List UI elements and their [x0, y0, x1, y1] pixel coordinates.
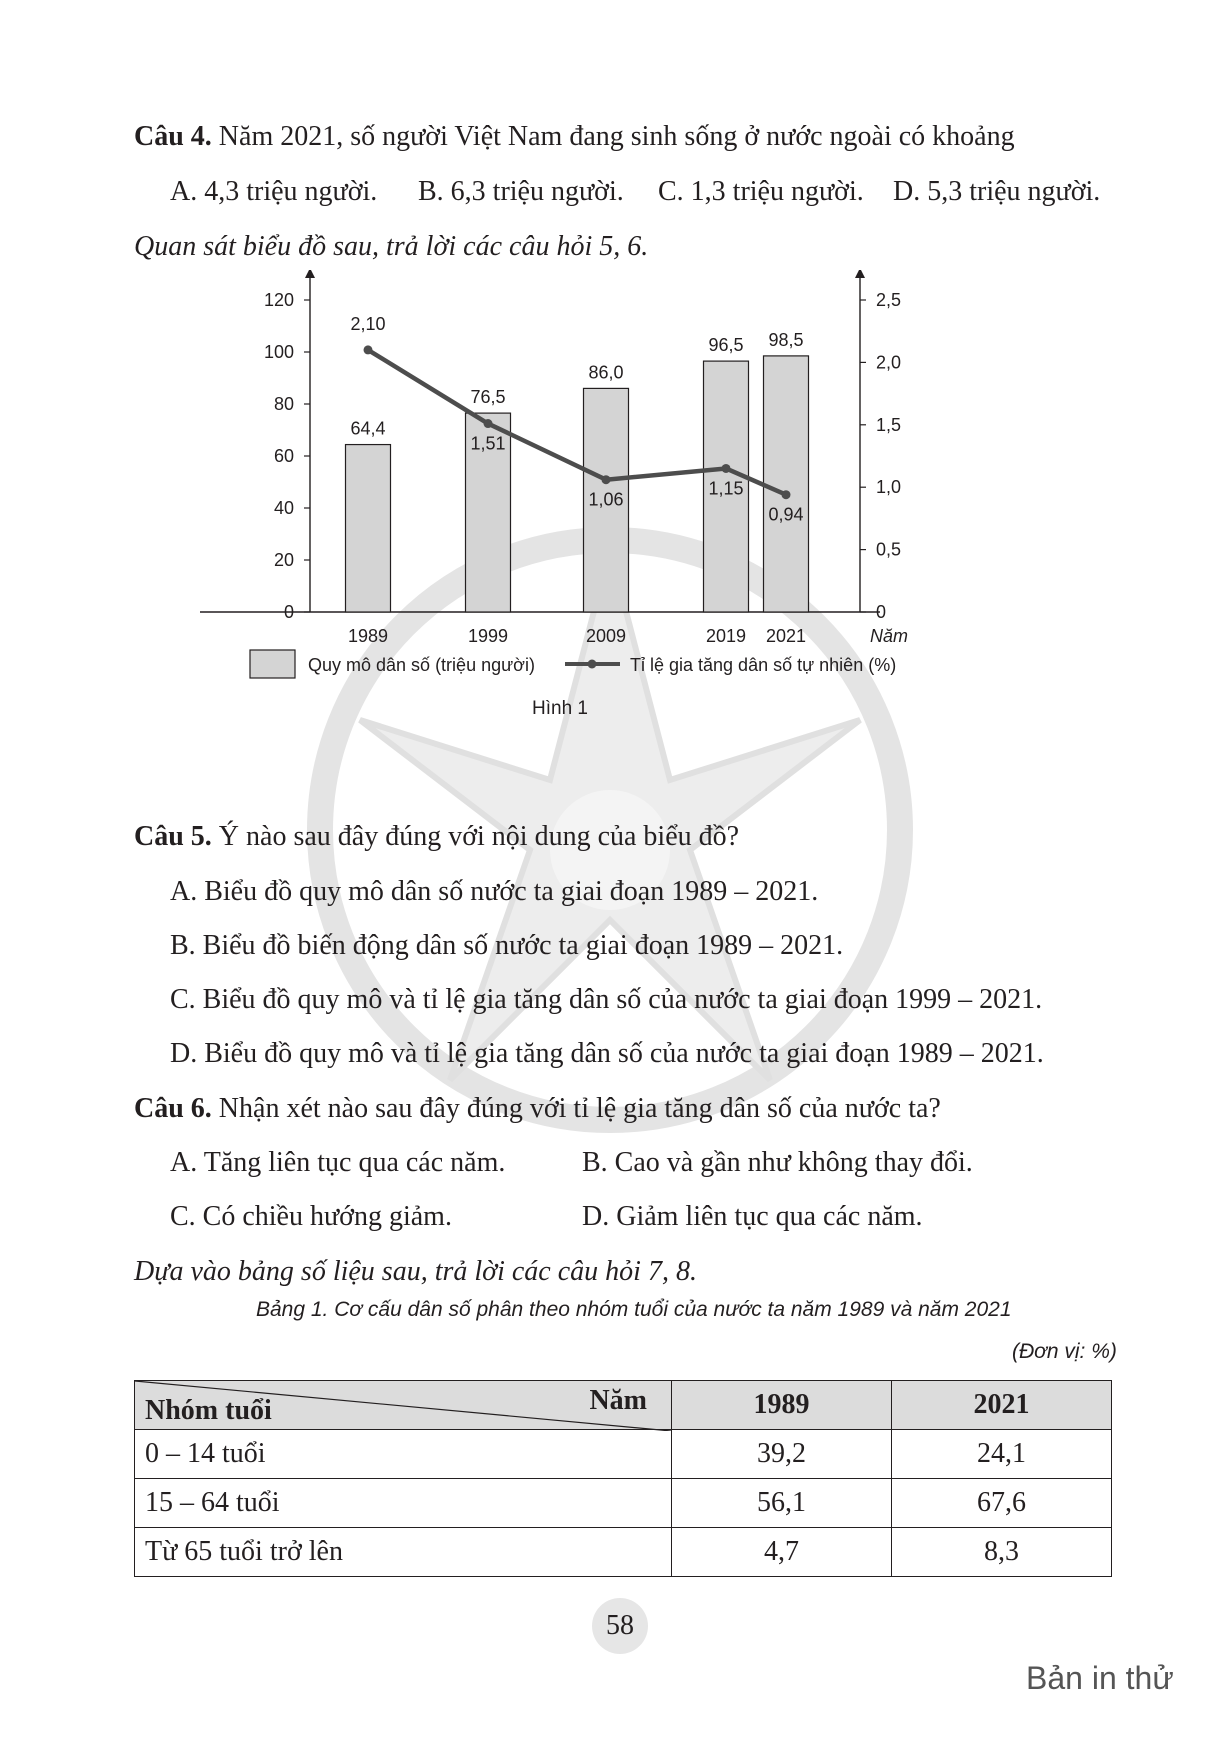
draft-stamp: Bản in thử	[1026, 1660, 1174, 1696]
cell-value: 4,7	[672, 1528, 892, 1577]
x-axis-title: Năm	[870, 626, 909, 646]
rate-point	[364, 345, 373, 354]
q5-option-c: C. Biểu đồ quy mô và tỉ lệ gia tăng dân số của nước ta giai đoạn 1999 – 2021.	[170, 984, 1043, 1015]
y-left-tick-label: 100	[263, 342, 294, 362]
chart-caption: Hình 1	[532, 698, 588, 719]
legend-line-label: Tỉ lệ gia tăng dân số tự nhiên (%)	[630, 655, 897, 675]
y-left-tick-label: 0	[283, 602, 294, 622]
cell-value: 8,3	[892, 1528, 1112, 1577]
q6-option-c: C. Có chiều hướng giảm.	[170, 1201, 452, 1232]
table-caption: Bảng 1. Cơ cấu dân số phân theo nhóm tuổi của nước ta năm 1989 và năm 2021	[256, 1298, 1012, 1321]
cell-value: 67,6	[892, 1479, 1112, 1528]
rate-point	[602, 475, 611, 484]
y-right-tick-label: 0,5	[876, 539, 902, 560]
bar-value-label: 86,0	[588, 362, 624, 383]
question-5-label: Câu 5.	[134, 821, 212, 852]
question-5-text: Ý nào sau đây đúng với nội dung của biểu đồ?	[211, 821, 740, 852]
chart-intro: Quan sát biểu đồ sau, trả lời các câu hỏi 5, 6.	[134, 231, 649, 262]
y-left-tick-label: 20	[273, 550, 294, 570]
column-header-2021: 2021	[892, 1381, 1112, 1430]
question-4	[134, 120, 1015, 154]
rate-value-label: 1,51	[470, 433, 506, 454]
rate-point	[722, 464, 731, 473]
q4-option-c: C. 1,3 triệu người.	[658, 176, 864, 207]
y-axis-right-arrow	[855, 270, 865, 278]
cell-value: 56,1	[672, 1479, 892, 1528]
bar-value-label: 64,4	[350, 418, 386, 439]
question-4-label: Câu 4.	[134, 121, 212, 152]
y-left-tick-label: 120	[263, 290, 294, 310]
bar-value-label: 76,5	[470, 387, 506, 408]
table-row	[135, 1528, 1112, 1577]
table-row	[135, 1430, 1112, 1479]
q4-option-d: D. 5,3 triệu người.	[893, 176, 1101, 207]
y-left-tick-label: 60	[273, 446, 294, 466]
header-year-label: Năm	[589, 1385, 647, 1416]
q6-option-d: D. Giảm liên tục qua các năm.	[582, 1201, 923, 1232]
diagonal-header-cell	[135, 1381, 672, 1430]
header-group-label: Nhóm tuổi	[145, 1395, 272, 1426]
q4-option-b: B. 6,3 triệu người.	[418, 176, 624, 207]
cell-value: 24,1	[892, 1430, 1112, 1479]
x-tick-label: 2019	[705, 626, 747, 646]
x-tick-label: 2021	[765, 626, 807, 646]
q5-option-b: B. Biểu đồ biến động dân số nước ta giai đoạn 1989 – 2021.	[170, 930, 844, 961]
y-axis-left-arrow	[305, 270, 315, 278]
bar	[346, 445, 391, 612]
legend-bar-label: Quy mô dân số (triệu người)	[308, 655, 535, 675]
question-5	[134, 820, 739, 854]
row-group-label: 0 – 14 tuổi	[135, 1430, 672, 1479]
q5-option-a: A. Biểu đồ quy mô dân số nước ta giai đoạn 1989 – 2021.	[170, 876, 819, 907]
table-intro: Dựa vào bảng số liệu sau, trả lời các câu hỏi 7, 8.	[134, 1256, 697, 1287]
q6-option-b: B. Cao và gần như không thay đổi.	[582, 1147, 973, 1178]
column-header-1989: 1989	[672, 1381, 892, 1430]
question-6	[134, 1092, 941, 1126]
y-right-tick-label: 1,0	[876, 477, 902, 498]
question-4-text: Năm 2021, số người Việt Nam đang sinh sống ở nước ngoài có khoảng	[211, 121, 1015, 152]
rate-value-label: 2,10	[350, 313, 386, 334]
question-6-label: Câu 6.	[134, 1093, 212, 1124]
y-right-tick-label: 1,5	[876, 414, 902, 435]
rate-value-label: 0,94	[768, 504, 804, 525]
legend-line-marker	[588, 660, 597, 669]
table-row	[135, 1479, 1112, 1528]
q5-option-d: D. Biểu đồ quy mô và tỉ lệ gia tăng dân số của nước ta giai đoạn 1989 – 2021.	[170, 1038, 1044, 1069]
bar	[764, 356, 809, 612]
y-left-tick-label: 80	[273, 394, 294, 414]
rate-value-label: 1,06	[588, 489, 624, 510]
question-6-text: Nhận xét nào sau đây đúng với tỉ lệ gia tăng dân số của nước ta?	[211, 1093, 941, 1124]
legend-bar-swatch	[250, 650, 295, 678]
table-unit: (Đơn vị: %)	[1012, 1340, 1117, 1363]
y-right-tick-label: 2,5	[876, 290, 902, 310]
y-right-tick-label: 2,0	[876, 352, 902, 373]
y-left-tick-label: 40	[273, 498, 294, 518]
row-group-label: Từ 65 tuổi trở lên	[135, 1528, 672, 1577]
x-tick-label: 1999	[467, 626, 509, 646]
rate-point	[484, 419, 493, 428]
age-structure-table	[134, 1380, 1112, 1577]
q6-option-a: A. Tăng liên tục qua các năm.	[170, 1147, 506, 1178]
bar-value-label: 98,5	[768, 329, 804, 350]
population-chart	[200, 270, 1020, 810]
page-number: 58	[592, 1598, 648, 1654]
row-group-label: 15 – 64 tuổi	[135, 1479, 672, 1528]
table-header-row	[135, 1381, 1112, 1430]
q4-option-a: A. 4,3 triệu người.	[170, 176, 378, 207]
cell-value: 39,2	[672, 1430, 892, 1479]
rate-point	[782, 490, 791, 499]
x-tick-label: 2009	[585, 626, 627, 646]
y-right-tick-label: 0	[876, 602, 887, 622]
rate-value-label: 1,15	[708, 478, 744, 499]
bar-value-label: 96,5	[708, 335, 744, 356]
x-tick-label: 1989	[347, 626, 389, 646]
